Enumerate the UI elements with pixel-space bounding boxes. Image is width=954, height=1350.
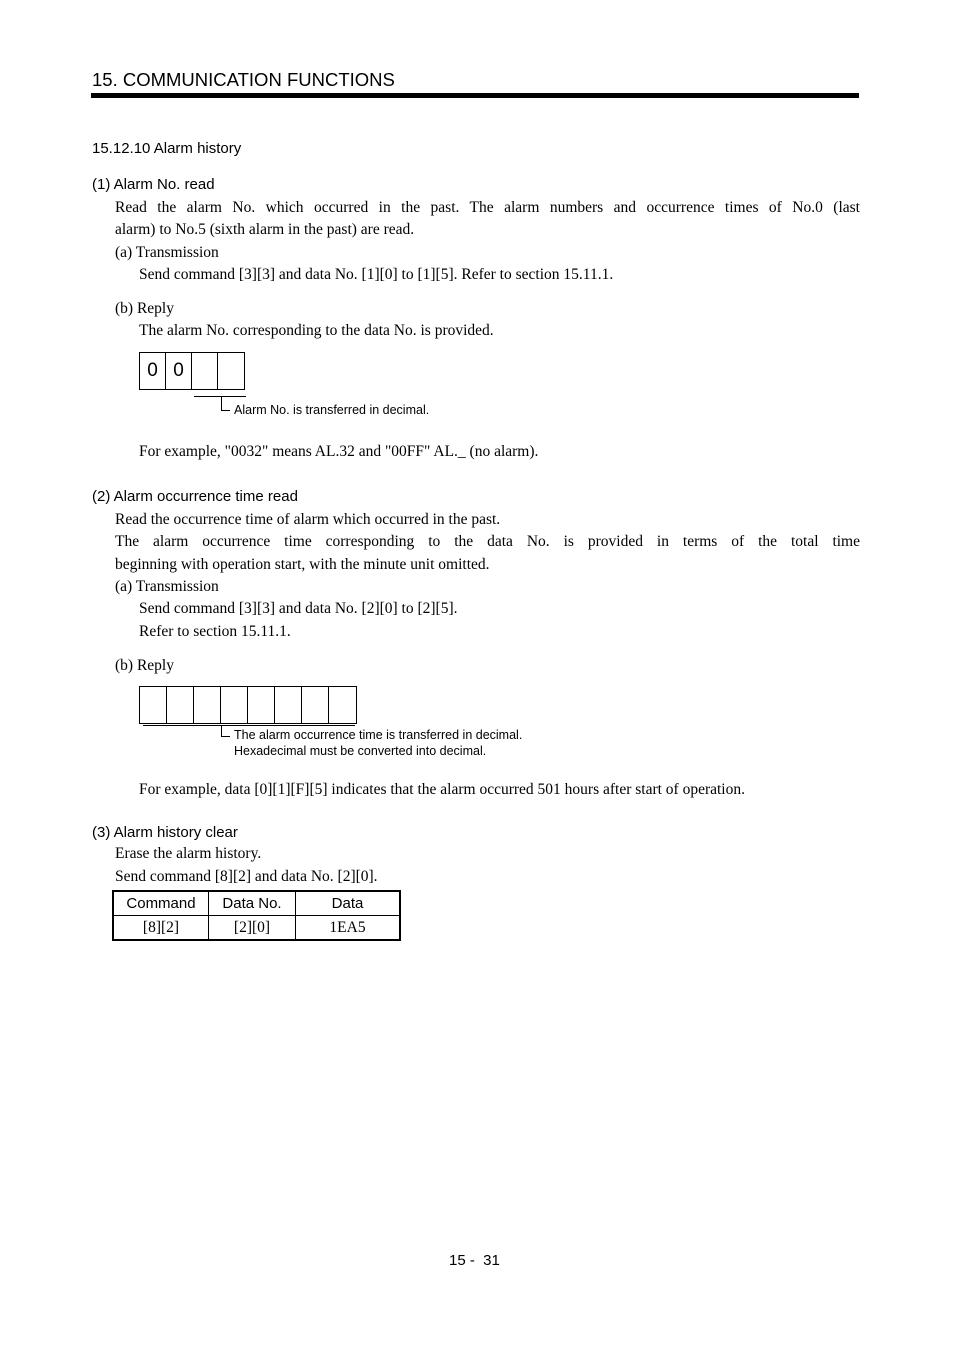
bracket-line bbox=[221, 396, 222, 410]
part1-reply-heading: (b) Reply bbox=[115, 300, 174, 317]
occurrence-time-digit bbox=[140, 687, 167, 723]
part2-intro-line2: The alarm occurrence time corresponding to the data No. is provided in terms of the total time bbox=[115, 533, 860, 550]
part2-transmission-heading: (a) Transmission bbox=[115, 578, 219, 595]
occurrence-time-digit bbox=[248, 687, 275, 723]
header-rule bbox=[91, 93, 859, 98]
part1-intro-line2: alarm) to No.5 (sixth alarm in the past) are read. bbox=[115, 221, 415, 238]
alarm-no-boxes bbox=[139, 352, 245, 390]
part2-example: For example, data [0][1][F][5] indicates that the alarm occurred 501 hours after start of operation. bbox=[139, 781, 745, 798]
occurrence-time-digit bbox=[329, 687, 356, 723]
part1-transmission-text: Send command [3][3] and data No. [1][0] to [1][5]. Refer to section 15.11.1. bbox=[139, 266, 614, 283]
section-title: 15.12.10 Alarm history bbox=[92, 140, 242, 157]
part2-intro-line1: Read the occurrence time of alarm which occurred in the past. bbox=[115, 511, 501, 528]
part2-intro-line3: beginning with operation start, with the minute unit omitted. bbox=[115, 556, 490, 573]
bracket-line bbox=[143, 725, 355, 726]
table-cell-data: 1EA5 bbox=[296, 916, 401, 941]
table-cell-data-no: [2][0] bbox=[209, 916, 296, 941]
bracket-line bbox=[221, 725, 222, 736]
part3-text1: Erase the alarm history. bbox=[115, 845, 262, 862]
table-row bbox=[113, 916, 400, 941]
alarm-no-digit bbox=[218, 353, 244, 389]
chapter-title: 15. COMMUNICATION FUNCTIONS bbox=[92, 69, 395, 90]
bracket-line bbox=[221, 410, 230, 411]
part1-intro-line1: Read the alarm No. which occurred in the past. The alarm numbers and occurrence times of No.0 (last bbox=[115, 199, 860, 216]
bracket-line bbox=[221, 736, 230, 737]
part1-transmission-heading: (a) Transmission bbox=[115, 244, 219, 261]
part2-reply-heading: (b) Reply bbox=[115, 657, 174, 674]
table-header-row bbox=[113, 891, 400, 916]
part1-reply-text: The alarm No. corresponding to the data No. is provided. bbox=[139, 322, 494, 339]
occurrence-time-note2: Hexadecimal must be converted into decimal. bbox=[234, 744, 487, 758]
part1-example: For example, "0032" means AL.32 and "00FF" AL._ (no alarm). bbox=[139, 443, 539, 460]
table-header-data-no: Data No. bbox=[209, 891, 296, 916]
alarm-no-digit bbox=[192, 353, 218, 389]
occurrence-time-digit bbox=[302, 687, 329, 723]
occurrence-time-digit bbox=[221, 687, 248, 723]
page-number: 15 - 31 bbox=[449, 1252, 500, 1269]
occurrence-time-note1: The alarm occurrence time is transferred in decimal. bbox=[234, 728, 523, 742]
alarm-clear-table bbox=[112, 890, 401, 941]
part2-transmission-text1: Send command [3][3] and data No. [2][0] to [2][5]. bbox=[139, 600, 458, 617]
part3-text2: Send command [8][2] and data No. [2][0]. bbox=[115, 868, 378, 885]
bracket-line bbox=[194, 396, 246, 397]
part1-heading: (1) Alarm No. read bbox=[92, 176, 215, 193]
table-cell-command: [8][2] bbox=[113, 916, 209, 941]
occurrence-time-digit bbox=[194, 687, 221, 723]
part2-heading: (2) Alarm occurrence time read bbox=[92, 488, 298, 505]
table-header-data: Data bbox=[296, 891, 401, 916]
alarm-no-digit: 0 bbox=[140, 353, 166, 389]
occurrence-time-digit bbox=[275, 687, 302, 723]
alarm-no-digit: 0 bbox=[166, 353, 192, 389]
table-header-command: Command bbox=[113, 891, 209, 916]
occurrence-time-boxes bbox=[139, 686, 357, 724]
part2-transmission-text2: Refer to section 15.11.1. bbox=[139, 623, 291, 640]
part3-heading: (3) Alarm history clear bbox=[92, 824, 238, 841]
alarm-no-note: Alarm No. is transferred in decimal. bbox=[234, 403, 430, 417]
occurrence-time-digit bbox=[167, 687, 194, 723]
